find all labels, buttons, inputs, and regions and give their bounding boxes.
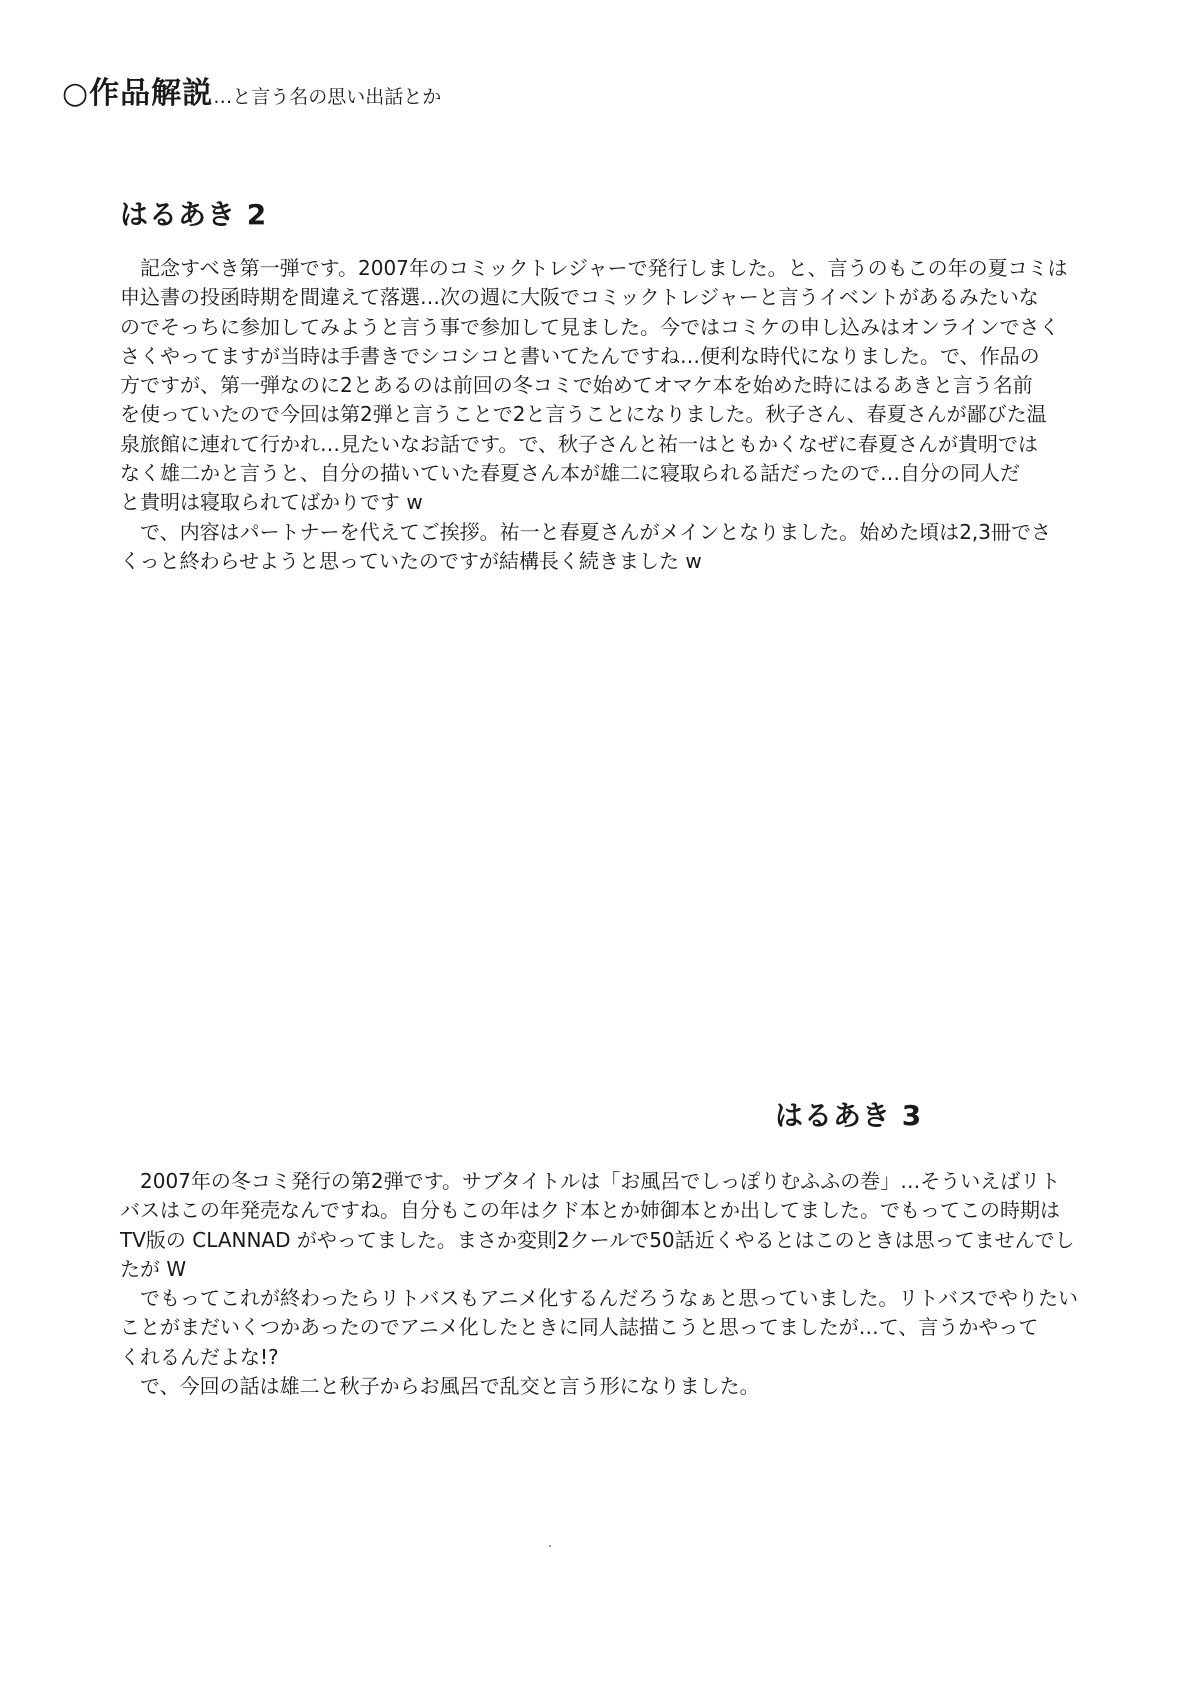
section-body-haruaki-2 bbox=[120, 254, 1120, 576]
text-line: くっと終わらせようと思っていたのですが結構長く続きました w bbox=[120, 548, 702, 573]
text-line: で、今回の話は雄二と秋子からお風呂で乱交と言う形になりました。 bbox=[120, 1374, 760, 1399]
page-title-subtitle: …と言う名の思い出話とか bbox=[213, 86, 442, 108]
text-line: くれるんだよな!? bbox=[120, 1344, 279, 1369]
text-line: のでそっちに参加してみようと言う事で参加して見ました。今ではコミケの申し込みはオンラインでさく bbox=[120, 314, 1060, 339]
text-line: なく雄二かと言うと、自分の描いていた春夏さん本が雄二に寝取られる話だったので…自分の同人だ bbox=[120, 461, 1020, 486]
text-line: を使っていたので今回は第2弾と言うことで2と言うことになりました。秋子さん、春夏さんが鄙びた温 bbox=[120, 402, 1047, 427]
section-heading-haruaki-2: はるあき 2 bbox=[120, 198, 268, 231]
page-title bbox=[62, 68, 441, 112]
text-line: TV版の CLANNAD がやってました。まさか変則2クールで50話近くやるとはこのときは思ってませんでし bbox=[120, 1227, 1075, 1252]
text-line: 方ですが、第一弾なのに2とあるのは前回の冬コミで始めてオマケ本を始めた時にはるあきと言う名前 bbox=[120, 373, 1033, 398]
text-line: 申込書の投函時期を間違えて落選…次の週に大阪でコミックトレジャーと言うイベントがあるみたいな bbox=[120, 285, 1039, 310]
text-line: 記念すべき第一弾です。2007年のコミックトレジャーで発行しました。と、言うのもこの年の夏コミは bbox=[120, 256, 1068, 280]
text-line: 泉旅館に連れて行かれ…見たいなお話です。で、秋子さんと祐一はともかくなぜに春夏さんが貴明では bbox=[120, 431, 1038, 456]
text-line: と貴明は寝取られてばかりです w bbox=[120, 490, 423, 515]
section-heading-haruaki-3: はるあき 3 bbox=[775, 1099, 923, 1132]
text-line: 2007年の冬コミ発行の第2弾です。サブタイトルは「お風呂でしっぽりむふふの巻」…そういえばリト bbox=[120, 1169, 1061, 1193]
text-line: でもってこれが終わったらリトバスもアニメ化するんだろうなぁと思っていました。リトバスでやりたい bbox=[120, 1286, 1078, 1311]
text-line: さくやってますが当時は手書きでシコシコと書いてたんですね…便利な時代になりました。で、作品の bbox=[120, 343, 1040, 368]
text-line: バスはこの年発売なんですね。自分もこの年はクド本とか姉御本とか出してました。でもってこの時期は bbox=[120, 1198, 1060, 1223]
page-title-main: ○作品解説 bbox=[62, 76, 214, 111]
section-body-haruaki-3 bbox=[120, 1167, 1120, 1401]
text-line: で、内容はパートナーを代えてご挨拶。祐一と春夏さんがメインとなりました。始めた頃は2,3冊でさ bbox=[120, 519, 1052, 544]
text-line: ことがまだいくつかあったのでアニメ化したときに同人誌描こうと思ってましたが…て、言うかやって bbox=[120, 1315, 1039, 1340]
text-line: たが W bbox=[120, 1256, 187, 1281]
scan-speck bbox=[549, 1545, 551, 1547]
